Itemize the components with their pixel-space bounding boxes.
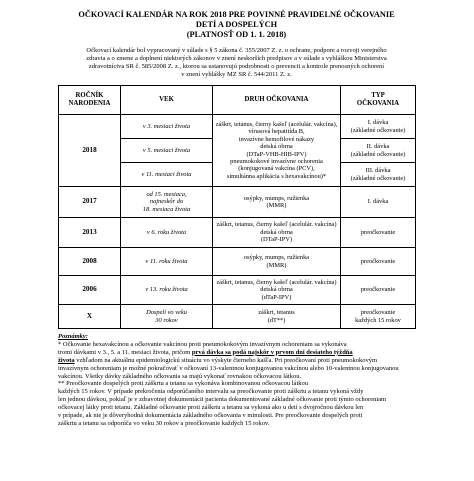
- vaccine-cell: osýpky, mumps, ružienka (MMR): [213, 248, 341, 276]
- vaccine-cell: záškrt, tetanus (dT**): [213, 305, 341, 329]
- age-cell: v 3. mesiaci života: [121, 115, 213, 139]
- header-druh: DRUH OČKOVANIA: [213, 86, 341, 115]
- note-emphasis: prvá dávka sa podá najskôr v prvom dni desiateho týždňa: [191, 348, 353, 356]
- title-line: DETÍ A DOSPELÝCH: [195, 20, 278, 29]
- year-cell: 2013: [59, 218, 121, 248]
- note-line: záškrtu a tetanu sa odporúča vo veku 30 rokov a preočkovanie každých 15 rokov.: [58, 419, 270, 427]
- year-cell: 2017: [59, 187, 121, 218]
- document-title: [58, 10, 415, 40]
- type-cell: preočkovanie: [341, 218, 416, 248]
- vaccination-table: [58, 85, 416, 329]
- note-line: tromi dávkami v 3., 5. a 11. mesiaci života, pričom prvá dávka sa podá najskôr v prvom dni desiateho týždňa: [58, 348, 353, 356]
- year-cell: 2006: [59, 276, 121, 305]
- intro-line: zdravia a o zmene a doplnení niektorých zákonov v znení neskorších predpisov a v súlade s vyhláškou Ministerstva: [86, 55, 387, 62]
- notes-heading: Poznámky:: [58, 333, 88, 340]
- vaccine-cell: záškrt, tetanus, čierny kašeľ (acelulár. vakcína) detská obrna (DTaP-IPV): [213, 218, 341, 248]
- age-cell: v 6. roku života: [121, 218, 213, 248]
- note-line: života vzhľadom na aktuálnu epidemiologickú situáciu vo výskyte čierneho kašľa. Pri preočkovaní proti pneumokokovým: [58, 356, 378, 364]
- table-header-row: [59, 86, 416, 115]
- notes-section: [58, 333, 415, 428]
- type-cell: preočkovanie každých 15 rokov: [341, 305, 416, 329]
- type-cell: preočkovanie: [341, 276, 416, 305]
- vaccine-cell: záškrt, tetanus, čierny kašeľ (acelulár. vakcína), vírusová hepatitída B, invazívne hemofilové nákazy detská obrna (DTaP-VHB-HIB-IPV) pneumokokové invazívne ochorenia (konjugovaná vakcína (PCV), simultánna aplikácia s hexavakcínou)*: [213, 115, 341, 187]
- type-cell: I. dávka (základné očkovanie): [341, 115, 416, 139]
- age-cell: Dospelí vo veku 30 rokov: [121, 305, 213, 329]
- note-line: v prípade, ak nie je dôveryhodná dokumentácia základného očkovania v minulosti. Pre preočkovanie dospelých proti: [58, 412, 363, 420]
- type-cell: I. dávka: [341, 187, 416, 218]
- table-row: [59, 115, 416, 139]
- intro-line: Očkovací kalendár bol vypracovaný v súlade s § 5 zákona č. 355/2007 Z. z. o ochrane, podpore a rozvoji verejného: [86, 47, 387, 54]
- table-row: [59, 248, 416, 276]
- table-row: [59, 187, 416, 218]
- type-cell: II. dávka (základné očkovanie): [341, 139, 416, 163]
- note-line: invazívnym ochoreniam je možné pokračovať v očkovaní 13-valentnou konjugovanou vakcínou alebo 10-valentnou konjugovanou: [58, 364, 399, 372]
- age-cell: v 11. mesiaci života: [121, 163, 213, 187]
- age-cell: od 15. mesiaca, najneskôr do 18. mesiaca života: [121, 187, 213, 218]
- note-line: len jednou dávkou, pokiaľ je v zdravotnej dokumentácii pacienta dokumentované základné očkovanie proti týmto ochoreniam: [58, 396, 387, 404]
- vaccine-cell: osýpky, mumps, ružienka (MMR): [213, 187, 341, 218]
- note-line: vakcínou. Všetky dávky základného očkovania sa majú vykonať rovnakou očkovacou látkou.: [58, 372, 302, 380]
- intro-line: v znení vyhlášky MZ SR č. 544/2011 Z. z.: [181, 71, 292, 78]
- title-line: (PLATNOSŤ OD 1. 1. 2018): [186, 30, 287, 39]
- note-line: * Očkovanie hexavakcínou a očkovanie vakcínou proti pneumokokovým invazívnym ochoreniam sa vykonáva: [58, 340, 347, 348]
- table-row: [59, 276, 416, 305]
- age-cell: v 11. roku života: [121, 248, 213, 276]
- document-page: [58, 10, 415, 428]
- note-emphasis: života: [58, 356, 75, 364]
- header-vek: VEK: [121, 86, 213, 115]
- type-cell: preočkovanie: [341, 248, 416, 276]
- year-cell: 2008: [59, 248, 121, 276]
- note-line: ** Preočkovanie dospelých proti záškrtu a tetanu sa vykonáva kombinovanou očkovacou látkou: [58, 380, 309, 388]
- age-cell: v 5. mesiaci života: [121, 139, 213, 163]
- header-rocnik: ROČNÍK NARODENIA: [59, 86, 121, 115]
- header-typ: TYP OČKOVANIA: [341, 86, 416, 115]
- note-line: očkovacej látky proti tetanu. Základné očkovanie proti záškrtu a tetanu sa vykoná ako u detí s dvojročnou dávkou len: [58, 404, 364, 412]
- age-cell: v 13. roku života: [121, 276, 213, 305]
- intro-line: zdravotníctva SR č. 585/2008 Z. z., ktorou sa ustanovujú podrobnosti o prevencii a kontrole prenosných ochorení: [88, 63, 385, 70]
- table-row: [59, 218, 416, 248]
- intro-paragraph: [58, 47, 415, 79]
- year-cell: X: [59, 305, 121, 329]
- note-line: každých 15 rokov. V prípade prekročenia odporúčaného intervalu sa preočkovanie proti záškrtu a tetanu vykoná vždy: [58, 388, 364, 396]
- type-cell: III. dávka (základné očkovanie): [341, 163, 416, 187]
- table-row: [59, 305, 416, 329]
- title-line: OČKOVACÍ KALENDÁR NA ROK 2018 PRE POVINNÉ PRAVIDELNÉ OČKOVANIE: [78, 10, 395, 19]
- vaccine-cell: záškrt, tetanus, čierny kašeľ (acelulár. vakcína) detská obrna (dTaP-IPV): [213, 276, 341, 305]
- year-cell: 2018: [59, 115, 121, 187]
